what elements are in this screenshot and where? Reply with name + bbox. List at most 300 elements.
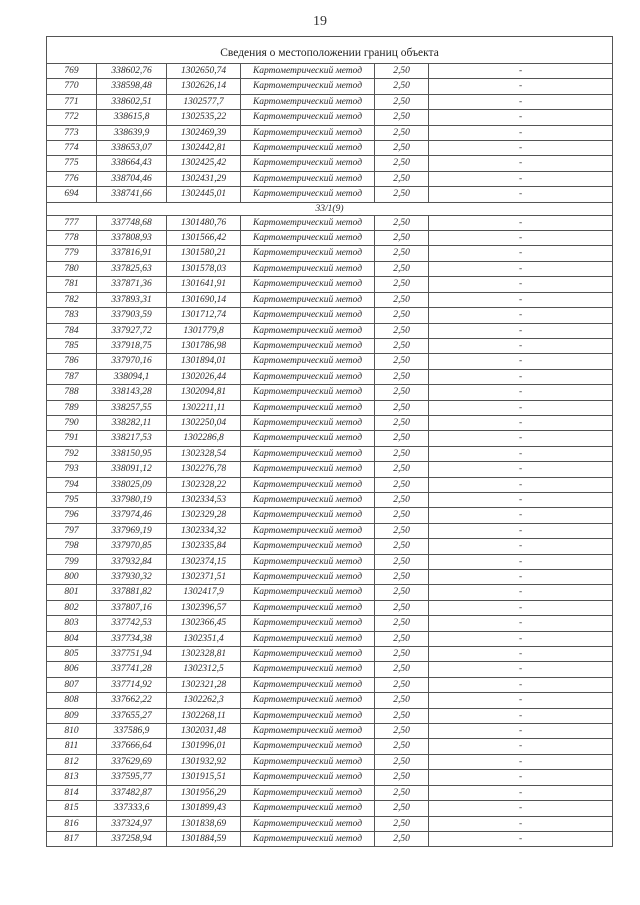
method-cell: Картометрический метод xyxy=(241,94,375,109)
accuracy-cell: 2,50 xyxy=(375,739,429,754)
y-coordinate-cell: 1301884,59 xyxy=(167,831,241,846)
point-number-cell: 769 xyxy=(47,64,97,79)
method-cell: Картометрический метод xyxy=(241,647,375,662)
point-number-cell: 779 xyxy=(47,246,97,261)
y-coordinate-cell: 1302328,22 xyxy=(167,477,241,492)
method-cell: Картометрический метод xyxy=(241,816,375,831)
x-coordinate-cell: 337927,72 xyxy=(97,323,167,338)
table-row xyxy=(47,110,613,125)
x-coordinate-cell: 337655,27 xyxy=(97,708,167,723)
description-cell: - xyxy=(429,446,613,461)
x-coordinate-cell: 338094,1 xyxy=(97,369,167,384)
accuracy-cell: 2,50 xyxy=(375,354,429,369)
accuracy-cell: 2,50 xyxy=(375,261,429,276)
description-cell: - xyxy=(429,215,613,230)
accuracy-cell: 2,50 xyxy=(375,431,429,446)
table-row xyxy=(47,431,613,446)
accuracy-cell: 2,50 xyxy=(375,125,429,140)
description-cell: - xyxy=(429,415,613,430)
point-number-cell: 793 xyxy=(47,462,97,477)
method-cell: Картометрический метод xyxy=(241,785,375,800)
boundary-coordinates-table xyxy=(46,36,613,847)
description-cell: - xyxy=(429,323,613,338)
x-coordinate-cell: 337258,94 xyxy=(97,831,167,846)
accuracy-cell: 2,50 xyxy=(375,801,429,816)
accuracy-cell: 2,50 xyxy=(375,156,429,171)
table-row xyxy=(47,292,613,307)
accuracy-cell: 2,50 xyxy=(375,754,429,769)
point-number-cell: 792 xyxy=(47,446,97,461)
method-cell: Картометрический метод xyxy=(241,369,375,384)
method-cell: Картометрический метод xyxy=(241,64,375,79)
accuracy-cell: 2,50 xyxy=(375,187,429,202)
table-row xyxy=(47,338,613,353)
accuracy-cell: 2,50 xyxy=(375,64,429,79)
accuracy-cell: 2,50 xyxy=(375,708,429,723)
method-cell: Картометрический метод xyxy=(241,215,375,230)
table-row xyxy=(47,308,613,323)
table-row xyxy=(47,141,613,156)
method-cell: Картометрический метод xyxy=(241,600,375,615)
y-coordinate-cell: 1301641,91 xyxy=(167,277,241,292)
section-header-row xyxy=(47,202,613,215)
accuracy-cell: 2,50 xyxy=(375,770,429,785)
method-cell: Картометрический метод xyxy=(241,431,375,446)
method-cell: Картометрический метод xyxy=(241,277,375,292)
y-coordinate-cell: 1302374,15 xyxy=(167,554,241,569)
method-cell: Картометрический метод xyxy=(241,231,375,246)
x-coordinate-cell: 338704,46 xyxy=(97,171,167,186)
x-coordinate-cell: 337714,92 xyxy=(97,677,167,692)
table-row xyxy=(47,662,613,677)
description-cell: - xyxy=(429,292,613,307)
y-coordinate-cell: 1302535,22 xyxy=(167,110,241,125)
point-number-cell: 785 xyxy=(47,338,97,353)
y-coordinate-cell: 1302026,44 xyxy=(167,369,241,384)
table-row xyxy=(47,724,613,739)
point-number-cell: 807 xyxy=(47,677,97,692)
description-cell: - xyxy=(429,570,613,585)
page-number: 19 xyxy=(313,14,327,29)
description-cell: - xyxy=(429,785,613,800)
description-cell: - xyxy=(429,600,613,615)
table-row xyxy=(47,125,613,140)
point-number-cell: 775 xyxy=(47,156,97,171)
description-cell: - xyxy=(429,708,613,723)
table-row xyxy=(47,508,613,523)
table-row xyxy=(47,785,613,800)
table-row xyxy=(47,354,613,369)
accuracy-cell: 2,50 xyxy=(375,292,429,307)
method-cell: Картометрический метод xyxy=(241,79,375,94)
method-cell: Картометрический метод xyxy=(241,631,375,646)
point-number-cell: 803 xyxy=(47,616,97,631)
description-cell: - xyxy=(429,647,613,662)
point-number-cell: 817 xyxy=(47,831,97,846)
table-row xyxy=(47,570,613,585)
point-number-cell: 789 xyxy=(47,400,97,415)
method-cell: Картометрический метод xyxy=(241,708,375,723)
table-row xyxy=(47,400,613,415)
method-cell: Картометрический метод xyxy=(241,662,375,677)
y-coordinate-cell: 1302417,9 xyxy=(167,585,241,600)
accuracy-cell: 2,50 xyxy=(375,816,429,831)
table-row xyxy=(47,369,613,384)
y-coordinate-cell: 1302650,74 xyxy=(167,64,241,79)
description-cell: - xyxy=(429,585,613,600)
table-row xyxy=(47,539,613,554)
point-number-cell: 812 xyxy=(47,754,97,769)
y-coordinate-cell: 1302286,8 xyxy=(167,431,241,446)
method-cell: Картометрический метод xyxy=(241,187,375,202)
accuracy-cell: 2,50 xyxy=(375,79,429,94)
method-cell: Картометрический метод xyxy=(241,446,375,461)
method-cell: Картометрический метод xyxy=(241,477,375,492)
point-number-cell: 774 xyxy=(47,141,97,156)
method-cell: Картометрический метод xyxy=(241,141,375,156)
table-row xyxy=(47,754,613,769)
accuracy-cell: 2,50 xyxy=(375,415,429,430)
y-coordinate-cell: 1302250,04 xyxy=(167,415,241,430)
table-row xyxy=(47,415,613,430)
y-coordinate-cell: 1302431,29 xyxy=(167,171,241,186)
description-cell: - xyxy=(429,231,613,246)
table-row xyxy=(47,462,613,477)
table-row xyxy=(47,277,613,292)
accuracy-cell: 2,50 xyxy=(375,110,429,125)
table-row xyxy=(47,246,613,261)
accuracy-cell: 2,50 xyxy=(375,693,429,708)
method-cell: Картометрический метод xyxy=(241,693,375,708)
point-number-cell: 815 xyxy=(47,801,97,816)
point-number-cell: 782 xyxy=(47,292,97,307)
method-cell: Картометрический метод xyxy=(241,323,375,338)
x-coordinate-cell: 338091,12 xyxy=(97,462,167,477)
description-cell: - xyxy=(429,156,613,171)
y-coordinate-cell: 1301786,98 xyxy=(167,338,241,353)
y-coordinate-cell: 1301712,74 xyxy=(167,308,241,323)
method-cell: Картометрический метод xyxy=(241,400,375,415)
table-row xyxy=(47,261,613,276)
description-cell: - xyxy=(429,631,613,646)
x-coordinate-cell: 337482,87 xyxy=(97,785,167,800)
table-row xyxy=(47,477,613,492)
method-cell: Картометрический метод xyxy=(241,554,375,569)
point-number-cell: 783 xyxy=(47,308,97,323)
x-coordinate-cell: 337980,19 xyxy=(97,492,167,507)
x-coordinate-cell: 337808,93 xyxy=(97,231,167,246)
accuracy-cell: 2,50 xyxy=(375,323,429,338)
method-cell: Картометрический метод xyxy=(241,261,375,276)
x-coordinate-cell: 337930,32 xyxy=(97,570,167,585)
y-coordinate-cell: 1302334,32 xyxy=(167,523,241,538)
y-coordinate-cell: 1301838,69 xyxy=(167,816,241,831)
method-cell: Картометрический метод xyxy=(241,492,375,507)
accuracy-cell: 2,50 xyxy=(375,647,429,662)
table-row xyxy=(47,739,613,754)
y-coordinate-cell: 1302351,4 xyxy=(167,631,241,646)
table-row xyxy=(47,693,613,708)
description-cell: - xyxy=(429,385,613,400)
description-cell: - xyxy=(429,141,613,156)
y-coordinate-cell: 1302335,84 xyxy=(167,539,241,554)
y-coordinate-cell: 1302268,11 xyxy=(167,708,241,723)
description-cell: - xyxy=(429,64,613,79)
y-coordinate-cell: 1302094,81 xyxy=(167,385,241,400)
point-number-cell: 778 xyxy=(47,231,97,246)
method-cell: Картометрический метод xyxy=(241,171,375,186)
point-number-cell: 794 xyxy=(47,477,97,492)
table-row xyxy=(47,554,613,569)
description-cell: - xyxy=(429,171,613,186)
accuracy-cell: 2,50 xyxy=(375,585,429,600)
table-row xyxy=(47,323,613,338)
x-coordinate-cell: 338598,48 xyxy=(97,79,167,94)
description-cell: - xyxy=(429,523,613,538)
x-coordinate-cell: 338615,8 xyxy=(97,110,167,125)
x-coordinate-cell: 337881,82 xyxy=(97,585,167,600)
x-coordinate-cell: 338602,76 xyxy=(97,64,167,79)
point-number-cell: 795 xyxy=(47,492,97,507)
point-number-cell: 788 xyxy=(47,385,97,400)
description-cell: - xyxy=(429,246,613,261)
x-coordinate-cell: 337969,19 xyxy=(97,523,167,538)
x-coordinate-cell: 338217,53 xyxy=(97,431,167,446)
point-number-cell: 804 xyxy=(47,631,97,646)
description-cell: - xyxy=(429,354,613,369)
accuracy-cell: 2,50 xyxy=(375,523,429,538)
method-cell: Картометрический метод xyxy=(241,354,375,369)
description-cell: - xyxy=(429,492,613,507)
x-coordinate-cell: 337970,85 xyxy=(97,539,167,554)
table-row xyxy=(47,585,613,600)
table-row xyxy=(47,631,613,646)
description-cell: - xyxy=(429,554,613,569)
x-coordinate-cell: 337871,36 xyxy=(97,277,167,292)
description-cell: - xyxy=(429,508,613,523)
x-coordinate-cell: 337918,75 xyxy=(97,338,167,353)
method-cell: Картометрический метод xyxy=(241,292,375,307)
description-cell: - xyxy=(429,94,613,109)
x-coordinate-cell: 337974,46 xyxy=(97,508,167,523)
description-cell: - xyxy=(429,462,613,477)
accuracy-cell: 2,50 xyxy=(375,539,429,554)
method-cell: Картометрический метод xyxy=(241,415,375,430)
y-coordinate-cell: 1302366,45 xyxy=(167,616,241,631)
point-number-cell: 802 xyxy=(47,600,97,615)
point-number-cell: 798 xyxy=(47,539,97,554)
method-cell: Картометрический метод xyxy=(241,770,375,785)
table-row xyxy=(47,708,613,723)
x-coordinate-cell: 337893,31 xyxy=(97,292,167,307)
point-number-cell: 811 xyxy=(47,739,97,754)
y-coordinate-cell: 1302371,51 xyxy=(167,570,241,585)
point-number-cell: 790 xyxy=(47,415,97,430)
y-coordinate-cell: 1302577,7 xyxy=(167,94,241,109)
point-number-cell: 800 xyxy=(47,570,97,585)
accuracy-cell: 2,50 xyxy=(375,724,429,739)
y-coordinate-cell: 1302442,81 xyxy=(167,141,241,156)
description-cell: - xyxy=(429,110,613,125)
description-cell: - xyxy=(429,616,613,631)
x-coordinate-cell: 338653,07 xyxy=(97,141,167,156)
method-cell: Картометрический метод xyxy=(241,801,375,816)
table-row xyxy=(47,64,613,79)
y-coordinate-cell: 1301932,92 xyxy=(167,754,241,769)
accuracy-cell: 2,50 xyxy=(375,338,429,353)
x-coordinate-cell: 337595,77 xyxy=(97,770,167,785)
accuracy-cell: 2,50 xyxy=(375,385,429,400)
method-cell: Картометрический метод xyxy=(241,125,375,140)
point-number-cell: 801 xyxy=(47,585,97,600)
point-number-cell: 771 xyxy=(47,94,97,109)
table-row xyxy=(47,79,613,94)
method-cell: Картометрический метод xyxy=(241,462,375,477)
x-coordinate-cell: 338025,09 xyxy=(97,477,167,492)
accuracy-cell: 2,50 xyxy=(375,400,429,415)
x-coordinate-cell: 337662,22 xyxy=(97,693,167,708)
accuracy-cell: 2,50 xyxy=(375,171,429,186)
description-cell: - xyxy=(429,477,613,492)
point-number-cell: 810 xyxy=(47,724,97,739)
accuracy-cell: 2,50 xyxy=(375,508,429,523)
accuracy-cell: 2,50 xyxy=(375,600,429,615)
description-cell: - xyxy=(429,187,613,202)
x-coordinate-cell: 338143,28 xyxy=(97,385,167,400)
x-coordinate-cell: 337932,84 xyxy=(97,554,167,569)
point-number-cell: 694 xyxy=(47,187,97,202)
accuracy-cell: 2,50 xyxy=(375,492,429,507)
y-coordinate-cell: 1302396,57 xyxy=(167,600,241,615)
table-row xyxy=(47,801,613,816)
y-coordinate-cell: 1302328,81 xyxy=(167,647,241,662)
table-body xyxy=(47,37,613,847)
accuracy-cell: 2,50 xyxy=(375,369,429,384)
point-number-cell: 808 xyxy=(47,693,97,708)
accuracy-cell: 2,50 xyxy=(375,231,429,246)
table-row xyxy=(47,171,613,186)
method-cell: Картометрический метод xyxy=(241,831,375,846)
description-cell: - xyxy=(429,261,613,276)
description-cell: - xyxy=(429,431,613,446)
accuracy-cell: 2,50 xyxy=(375,631,429,646)
x-coordinate-cell: 338602,51 xyxy=(97,94,167,109)
table-row xyxy=(47,187,613,202)
method-cell: Картометрический метод xyxy=(241,308,375,323)
table-row xyxy=(47,446,613,461)
y-coordinate-cell: 1302262,3 xyxy=(167,693,241,708)
x-coordinate-cell: 338741,66 xyxy=(97,187,167,202)
x-coordinate-cell: 337741,28 xyxy=(97,662,167,677)
point-number-cell: 777 xyxy=(47,215,97,230)
y-coordinate-cell: 1301580,21 xyxy=(167,246,241,261)
method-cell: Картометрический метод xyxy=(241,754,375,769)
table-row xyxy=(47,770,613,785)
x-coordinate-cell: 337825,63 xyxy=(97,261,167,276)
table-row xyxy=(47,831,613,846)
x-coordinate-cell: 337751,94 xyxy=(97,647,167,662)
point-number-cell: 797 xyxy=(47,523,97,538)
method-cell: Картометрический метод xyxy=(241,110,375,125)
y-coordinate-cell: 1301956,29 xyxy=(167,785,241,800)
point-number-cell: 780 xyxy=(47,261,97,276)
point-number-cell: 806 xyxy=(47,662,97,677)
accuracy-cell: 2,50 xyxy=(375,446,429,461)
method-cell: Картометрический метод xyxy=(241,523,375,538)
method-cell: Картометрический метод xyxy=(241,585,375,600)
table-row xyxy=(47,156,613,171)
x-coordinate-cell: 338664,43 xyxy=(97,156,167,171)
description-cell: - xyxy=(429,754,613,769)
table-row xyxy=(47,231,613,246)
x-coordinate-cell: 337333,6 xyxy=(97,801,167,816)
table-row xyxy=(47,677,613,692)
y-coordinate-cell: 1302334,53 xyxy=(167,492,241,507)
description-cell: - xyxy=(429,308,613,323)
y-coordinate-cell: 1301899,43 xyxy=(167,801,241,816)
description-cell: - xyxy=(429,831,613,846)
x-coordinate-cell: 337324,97 xyxy=(97,816,167,831)
y-coordinate-cell: 1301996,01 xyxy=(167,739,241,754)
description-cell: - xyxy=(429,693,613,708)
accuracy-cell: 2,50 xyxy=(375,277,429,292)
y-coordinate-cell: 1302445,01 xyxy=(167,187,241,202)
accuracy-cell: 2,50 xyxy=(375,215,429,230)
x-coordinate-cell: 337666,64 xyxy=(97,739,167,754)
description-cell: - xyxy=(429,277,613,292)
point-number-cell: 799 xyxy=(47,554,97,569)
description-cell: - xyxy=(429,801,613,816)
table-row xyxy=(47,816,613,831)
y-coordinate-cell: 1301578,03 xyxy=(167,261,241,276)
table-title-row xyxy=(47,43,613,64)
x-coordinate-cell: 337807,16 xyxy=(97,600,167,615)
x-coordinate-cell: 337629,69 xyxy=(97,754,167,769)
accuracy-cell: 2,50 xyxy=(375,785,429,800)
y-coordinate-cell: 1301915,51 xyxy=(167,770,241,785)
point-number-cell: 781 xyxy=(47,277,97,292)
description-cell: - xyxy=(429,770,613,785)
point-number-cell: 786 xyxy=(47,354,97,369)
table-row xyxy=(47,523,613,538)
point-number-cell: 816 xyxy=(47,816,97,831)
y-coordinate-cell: 1302211,11 xyxy=(167,400,241,415)
y-coordinate-cell: 1301779,8 xyxy=(167,323,241,338)
description-cell: - xyxy=(429,400,613,415)
table-row xyxy=(47,616,613,631)
point-number-cell: 784 xyxy=(47,323,97,338)
method-cell: Картометрический метод xyxy=(241,739,375,754)
table-row xyxy=(47,215,613,230)
point-number-cell: 805 xyxy=(47,647,97,662)
description-cell: - xyxy=(429,539,613,554)
method-cell: Картометрический метод xyxy=(241,724,375,739)
accuracy-cell: 2,50 xyxy=(375,462,429,477)
point-number-cell: 787 xyxy=(47,369,97,384)
x-coordinate-cell: 338257,55 xyxy=(97,400,167,415)
method-cell: Картометрический метод xyxy=(241,616,375,631)
accuracy-cell: 2,50 xyxy=(375,831,429,846)
y-coordinate-cell: 1302425,42 xyxy=(167,156,241,171)
description-cell: - xyxy=(429,724,613,739)
method-cell: Картометрический метод xyxy=(241,677,375,692)
accuracy-cell: 2,50 xyxy=(375,246,429,261)
method-cell: Картометрический метод xyxy=(241,570,375,585)
description-cell: - xyxy=(429,125,613,140)
table-row xyxy=(47,94,613,109)
x-coordinate-cell: 337748,68 xyxy=(97,215,167,230)
table-row xyxy=(47,647,613,662)
